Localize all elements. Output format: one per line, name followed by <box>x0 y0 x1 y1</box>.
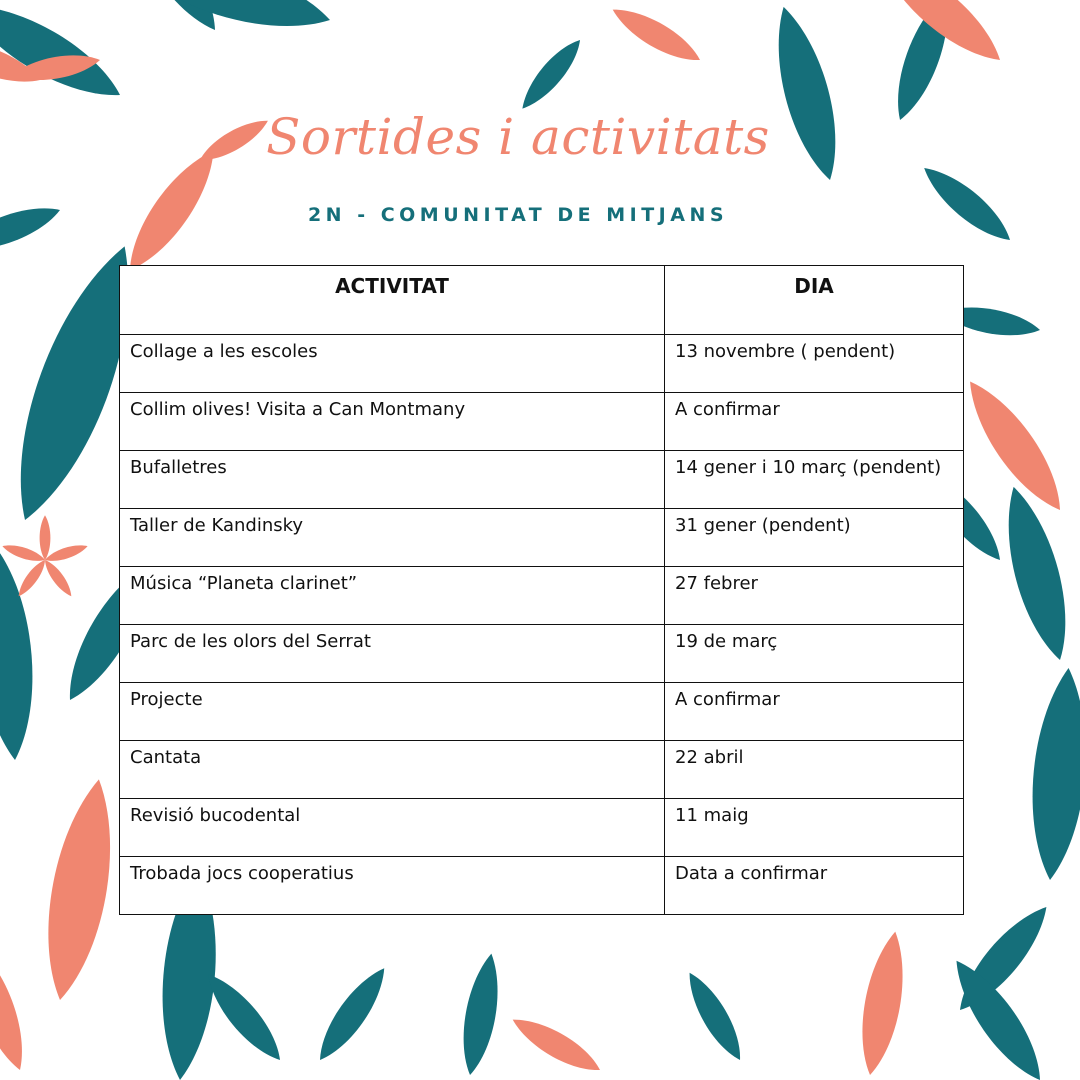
table-row <box>120 857 964 915</box>
activity-cell: Collim olives! Visita a Can Montmany <box>120 393 665 451</box>
date-cell: 11 maig <box>665 799 964 857</box>
activities-table <box>119 265 964 915</box>
date-cell: A confirmar <box>665 683 964 741</box>
column-header-activitat: ACTIVITAT <box>120 266 665 335</box>
date-cell: 27 febrer <box>665 567 964 625</box>
date-cell: 31 gener (pendent) <box>665 509 964 567</box>
table-header-row <box>120 266 964 335</box>
page-title: Sortides i activitats <box>266 108 770 166</box>
activity-cell: Parc de les olors del Serrat <box>120 625 665 683</box>
activity-cell: Taller de Kandinsky <box>120 509 665 567</box>
table-row <box>120 393 964 451</box>
table-row <box>120 683 964 741</box>
column-header-dia: DIA <box>665 266 964 335</box>
table-row <box>120 451 964 509</box>
table-row <box>120 567 964 625</box>
date-cell: 22 abril <box>665 741 964 799</box>
table-row <box>120 799 964 857</box>
table-row <box>120 741 964 799</box>
date-cell: 19 de març <box>665 625 964 683</box>
activity-cell: Trobada jocs cooperatius <box>120 857 665 915</box>
date-cell: 13 novembre ( pendent) <box>665 335 964 393</box>
date-cell: 14 gener i 10 març (pendent) <box>665 451 964 509</box>
date-cell: Data a confirmar <box>665 857 964 915</box>
activity-cell: Projecte <box>120 683 665 741</box>
activity-cell: Música “Planeta clarinet” <box>120 567 665 625</box>
table-row <box>120 625 964 683</box>
table-row <box>120 509 964 567</box>
activity-cell: Bufalletres <box>120 451 665 509</box>
activity-cell: Collage a les escoles <box>120 335 665 393</box>
page-subtitle: 2N - COMUNITAT DE MITJANS <box>307 204 729 226</box>
table-row <box>120 335 964 393</box>
date-cell: A confirmar <box>665 393 964 451</box>
activity-cell: Revisió bucodental <box>120 799 665 857</box>
activity-cell: Cantata <box>120 741 665 799</box>
